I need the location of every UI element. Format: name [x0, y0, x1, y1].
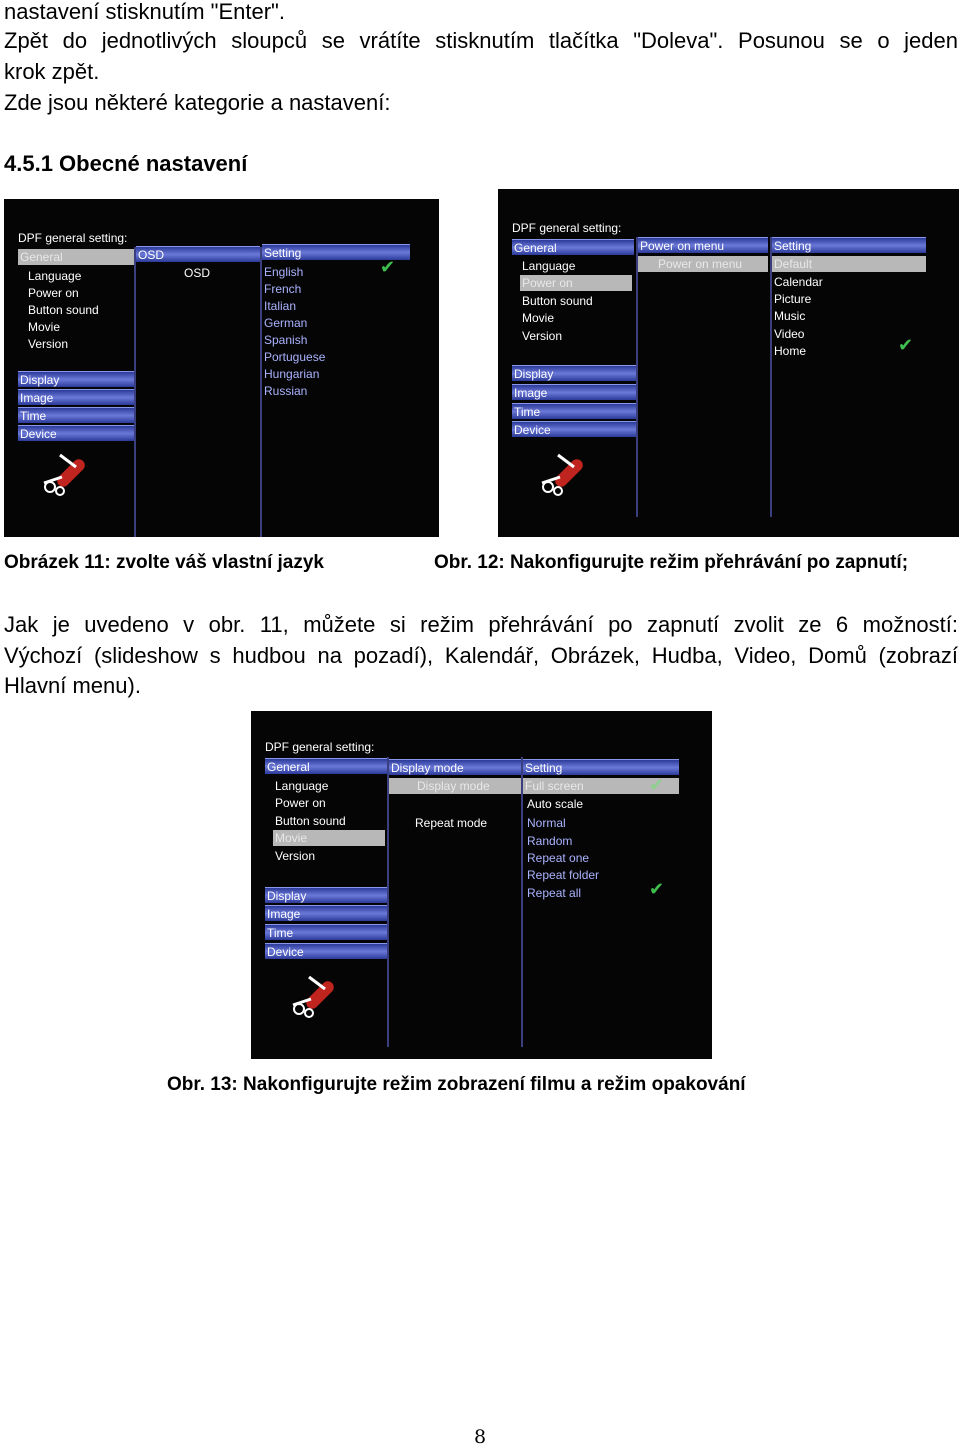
column-divider	[134, 247, 136, 537]
menu-version: Version	[28, 337, 69, 351]
menu-image: Image	[265, 905, 389, 921]
option-italian: Italian	[264, 299, 297, 313]
option-repeat-folder: Repeat folder	[527, 868, 600, 882]
menu-language: Language	[275, 779, 329, 793]
option-russian: Russian	[264, 384, 308, 398]
menu-device: Device	[265, 943, 389, 959]
option-full-screen: Full screen	[523, 778, 679, 794]
menu-version: Version	[522, 329, 563, 343]
column-divider	[260, 247, 262, 537]
menu-power-on: Power on	[275, 796, 326, 810]
check-icon: ✔	[649, 775, 665, 795]
text-line-2: Zpět do jednotlivých sloupců se vrátíte stisknutím tlačítka "Doleva". Posunou se o jeden	[4, 28, 958, 53]
option-repeat-all: Repeat all	[527, 886, 582, 900]
panel-title: DPF general setting:	[18, 231, 128, 245]
option-spanish: Spanish	[264, 333, 308, 347]
menu-display: Display	[512, 365, 636, 381]
menu-general: General	[18, 249, 136, 265]
option-home: Home	[774, 344, 807, 358]
check-icon: ✔	[898, 335, 914, 355]
menu-time: Time	[265, 924, 389, 940]
option-video: Video	[774, 327, 805, 341]
column-header-osd: OSD	[136, 246, 260, 262]
column-header-setting: Setting	[523, 759, 679, 775]
check-icon: ✔	[649, 879, 665, 899]
repeat-mode-item: Repeat mode	[415, 816, 488, 830]
option-repeat-one: Repeat one	[527, 851, 590, 865]
paragraph-line-3: Hlavní menu).	[4, 673, 141, 698]
text-line-1: nastavení stisknutím "Enter".	[4, 0, 285, 24]
panel-title: DPF general setting:	[512, 221, 622, 235]
swiss-knife-icon	[538, 447, 590, 497]
menu-movie: Movie	[273, 830, 385, 846]
column-header-power-on-menu: Power on menu	[638, 237, 768, 253]
caption-figure-12: Obr. 12: Nakonfigurujte režim přehrávání po zapnutí;	[434, 552, 909, 573]
page-number: 8	[473, 1426, 487, 1448]
menu-general: General	[512, 239, 634, 255]
menu-image: Image	[512, 384, 636, 400]
menu-power-on: Power on	[520, 275, 632, 291]
menu-device: Device	[512, 421, 636, 437]
option-music: Music	[774, 309, 806, 323]
column-divider	[521, 757, 523, 1047]
column-divider	[387, 757, 389, 1047]
paragraph-line-1: Jak je uvedeno v obr. 11, můžete si režim přehrávání po zapnutí zvolit ze 6 možností:	[4, 612, 958, 637]
swiss-knife-icon	[40, 447, 92, 497]
menu-display: Display	[18, 371, 134, 387]
osd-item: OSD	[184, 266, 211, 280]
menu-time: Time	[512, 403, 636, 419]
text-line-4: Zde jsou některé kategorie a nastavení:	[4, 90, 391, 115]
menu-power-on: Power on	[28, 286, 79, 300]
menu-language: Language	[522, 259, 576, 273]
menu-button-sound: Button sound	[275, 814, 346, 828]
text-line-3: krok zpět.	[4, 59, 100, 84]
section-heading: 4.5.1 Obecné nastavení	[4, 151, 248, 176]
menu-general: General	[265, 758, 387, 774]
screenshot-language	[4, 199, 439, 537]
option-normal: Normal	[527, 816, 566, 830]
column-header-setting: Setting	[772, 237, 926, 253]
menu-movie: Movie	[28, 320, 61, 334]
option-picture: Picture	[774, 292, 812, 306]
column-divider	[636, 237, 638, 517]
option-calendar: Calendar	[774, 275, 823, 289]
column-header-display-mode: Display mode	[389, 759, 521, 775]
menu-movie: Movie	[522, 311, 555, 325]
option-portuguese: Portuguese	[264, 350, 326, 364]
swiss-knife-icon	[289, 969, 341, 1019]
option-random: Random	[527, 834, 573, 848]
option-german: German	[264, 316, 308, 330]
power-on-menu-item: Power on menu	[638, 256, 768, 272]
menu-button-sound: Button sound	[522, 294, 593, 308]
option-auto-scale: Auto scale	[527, 797, 584, 811]
check-icon: ✔	[380, 257, 396, 277]
paragraph-line-2: Výchozí (slideshow s hudbou na pozadí), Kalendář, Obrázek, Hudba, Video, Domů (zobrazí	[4, 643, 958, 668]
menu-button-sound: Button sound	[28, 303, 99, 317]
panel-title: DPF general setting:	[265, 740, 375, 754]
column-header-setting: Setting	[262, 244, 410, 260]
option-french: French	[264, 282, 302, 296]
menu-language: Language	[28, 269, 82, 283]
column-divider	[770, 237, 772, 517]
caption-figure-13: Obr. 13: Nakonfigurujte režim zobrazení filmu a režim opakování	[167, 1074, 746, 1095]
display-mode-item: Display mode	[389, 778, 521, 794]
option-english: English	[264, 265, 304, 279]
menu-image: Image	[18, 389, 134, 405]
screenshot-movie	[251, 711, 712, 1059]
caption-figure-11: Obrázek 11: zvolte váš vlastní jazyk	[4, 552, 325, 573]
option-default: Default	[772, 256, 926, 272]
menu-device: Device	[18, 425, 134, 441]
menu-display: Display	[265, 887, 389, 903]
menu-version: Version	[275, 849, 316, 863]
screenshot-power-on	[498, 189, 959, 537]
menu-time: Time	[18, 407, 134, 423]
option-hungarian: Hungarian	[264, 367, 320, 381]
